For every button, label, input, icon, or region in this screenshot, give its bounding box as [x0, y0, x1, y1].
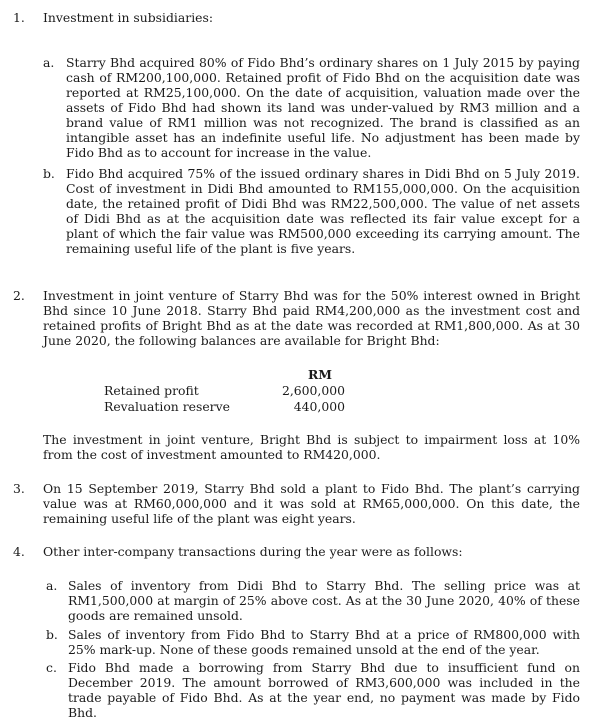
- item-1a-text: Starry Bhd acquired 80% of Fido Bhd’s ordinary shares on 1 July 2015 by paying cash of RM200,100,000. Retained profit of Fido Bhd on the acquisition date was reported at RM25,100,000. On the date of acquisition, valuation made over the assets of Fido Bhd had shown its land was under-valued by RM3 million and a brand value of RM1 million was not recognized. The brand is classified as an intangible asset has an indefinite useful life. No adjustment has been made by Fido Bhd as to account for increase in the value.: [66, 55, 580, 160]
- item-1b-text: Fido Bhd acquired 75% of the issued ordinary shares in Didi Bhd on 5 July 2019. Cost of investment in Didi Bhd amounted to RM155,000,000. On the acquisition date, the retained profit of Didi Bhd was RM22,500,000. The value of net assets of Didi Bhd as at the acquisition date was reflected its fair value except for a plant of which the fair value was RM500,000 exceeding its carrying amount. The remaining useful life of the plant is five years.: [66, 166, 580, 256]
- item-4a-marker: a.: [46, 578, 58, 593]
- item-1a-marker: a.: [43, 55, 55, 70]
- item-4-heading: Other inter-company transactions during the year were as follows:: [43, 544, 463, 559]
- item-1b-marker: b.: [43, 166, 55, 181]
- item-4b-marker: b.: [46, 627, 58, 642]
- item-4a-text: Sales of inventory from Didi Bhd to Starry Bhd. The selling price was at RM1,500,000 at margin of 25% above cost. As at the 30 June 2020, 40% of these goods are remained unsold.: [68, 578, 580, 623]
- item-2-text: Investment in joint venture of Starry Bhd was for the 50% interest owned in Bright Bhd since 10 June 2018. Starry Bhd paid RM4,200,000 as the investment cost and retained profits of Bright Bhd as at the date was recorded at RM1,800,000. As at 30 June 2020, the following balances are available for Bright Bhd:: [43, 288, 580, 348]
- table-currency-header: RM: [307, 367, 332, 382]
- item-4-number: 4.: [13, 544, 25, 559]
- item-1-number: 1.: [13, 10, 25, 25]
- table-row-label: Revaluation reserve: [104, 399, 230, 414]
- table-row-value: 2,600,000: [281, 383, 345, 398]
- table-row-value: 440,000: [293, 399, 345, 414]
- item-2-note: The investment in joint venture, Bright Bhd is subject to impairment loss at 10% from the cost of investment amounted to RM420,000.: [43, 432, 580, 462]
- item-3-number: 3.: [13, 481, 25, 496]
- item-4b-text: Sales of inventory from Fido Bhd to Starry Bhd at a price of RM800,000 with 25% mark-up. None of these goods remained unsold at the end of the year.: [68, 627, 580, 657]
- item-2-number: 2.: [13, 288, 25, 303]
- table-row-label: Retained profit: [104, 383, 199, 398]
- item-4c-text: Fido Bhd made a borrowing from Starry Bhd due to insufficient fund on December 2019. The amount borrowed of RM3,600,000 was included in the trade payable of Fido Bhd. As at the year end, no payment was made by Fido Bhd.: [68, 660, 580, 720]
- item-4c-marker: c.: [46, 660, 57, 675]
- item-1-heading: Investment in subsidiaries:: [43, 10, 214, 25]
- item-3-text: On 15 September 2019, Starry Bhd sold a plant to Fido Bhd. The plant’s carrying value was at RM60,000,000 and it was sold at RM65,000,000. On this date, the remaining useful life of the plant was eight years.: [43, 481, 580, 526]
